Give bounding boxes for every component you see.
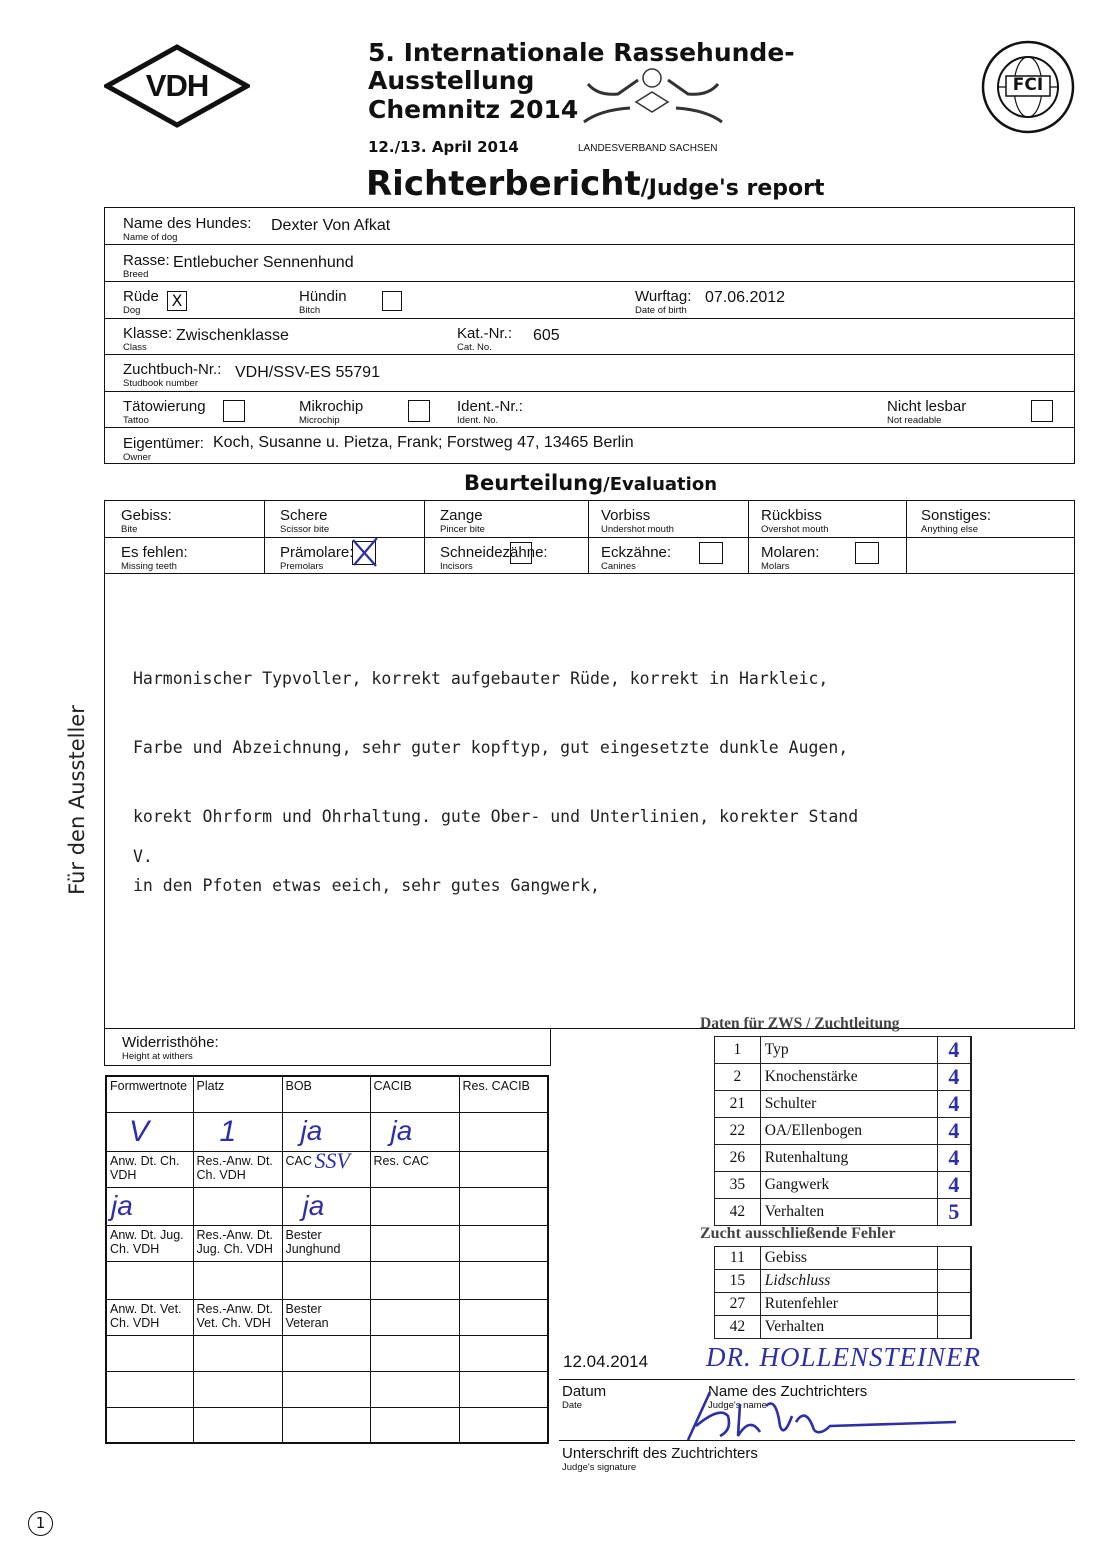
table-cell [459,1407,548,1443]
zws-table [714,1036,972,1226]
fault-row: 11 Gebiss [715,1247,972,1270]
teeth-cell-1: Prämolare: Premolars [265,538,425,574]
header-platz: Platz [193,1076,282,1112]
teeth-row [105,538,1074,574]
results-table [105,1075,549,1444]
anw-ch-value: ja [106,1187,193,1225]
table-cell [459,1261,548,1299]
show-title-line1: 5. Internationale Rassehunde- [368,38,795,67]
header-res-cacib: Res. CACIB [459,1076,548,1112]
report-date-value: 12.04.2014 [563,1352,649,1371]
place-value: 1 [193,1112,282,1151]
faults-table [714,1246,972,1339]
bob-value: ja [282,1112,370,1151]
res-anw-ch-value [193,1187,282,1225]
row-sex: Rüde Dog X Hündin Bitch Wurftag: Date of birth 07.06.2012 [105,282,1074,319]
studbook-value: VDH/SSV-ES 55791 [235,364,380,381]
bite-cell-1: Schere Scissor bite [265,501,425,538]
evaluation-title: Beurteilung/Evaluation [464,471,718,495]
evaluation-box [104,500,1075,1029]
header-empty-2 [459,1151,548,1187]
table-cell [459,1371,548,1407]
teeth-cell-2: Schneidezähne: Incisors [425,538,589,574]
row-name: Name des Hundes: Name of dog Dexter Von Afkat [105,208,1074,245]
row-owner: Eigentümer: Owner Koch, Susanne u. Pietza, Frank; Forstweg 47, 13465 Berlin [123,434,634,463]
zws-score: 4 [937,1172,971,1199]
female-checkbox[interactable] [382,291,402,311]
zws-score: 4 [937,1091,971,1118]
zws-score: 4 [937,1037,971,1064]
fault-row: 27 Rutenfehler [715,1293,972,1316]
header-best-veteran: Bester Veteran [282,1299,370,1335]
zws-score: 5 [937,1199,971,1226]
teeth-cell-3: Eckzähne: Canines [589,538,749,574]
header-empty-4a [370,1299,459,1335]
dog-data-box [104,207,1075,464]
judge-signature-icon [680,1386,960,1446]
zws-score: 4 [937,1118,971,1145]
bite-cell-4: Rückbiss Overshot mouth [749,501,907,538]
table-cell [282,1407,370,1443]
header-empty-3a [370,1225,459,1261]
fci-logo [980,40,1076,134]
class-value: Zwischenklasse [176,327,289,344]
row-ident: Tätowierung Tattoo Mikrochip Microchip Ident.-Nr.: Ident. No. Nicht lesbar Not readable [105,392,1074,428]
show-emblem-icon [578,66,728,134]
fault-row: 15 Lidschluss [715,1270,972,1293]
table-cell [370,1261,459,1299]
header-anw-jug: Anw. Dt. Jug. Ch. VDH [106,1225,193,1261]
zws-score: 4 [937,1064,971,1091]
report-title-de: Richterbericht [366,164,641,204]
cac-value: ja [282,1187,370,1225]
region-name: LANDESVERBAND SACHSEN [578,143,718,154]
vdh-logo [104,44,250,128]
header-bob: BOB [282,1076,370,1112]
microchip-checkbox[interactable] [408,400,430,422]
zws-row: 42 Verhalten 5 [715,1199,972,1226]
row-breed: Rasse: Breed Entlebucher Sennenhund [105,245,1074,282]
zws-row: 1 Typ 4 [715,1037,972,1064]
empty-cell-2 [459,1187,548,1225]
evaluation-line: in den Pfoten etwas eeich, sehr gutes Gangwerk, [133,876,600,895]
row-studbook: Zuchtbuch-Nr.: Studbook number VDH/SSV-ES 55791 [105,355,1074,392]
signature-label: Unterschrift des Zuchtrichters Judge's signature [562,1445,758,1473]
vdh-logo-text: VDH [145,68,209,103]
side-label: Für den Aussteller [65,705,89,895]
res-cac-value [370,1187,459,1225]
header-best-junior: Bester Junghund [282,1225,370,1261]
zws-row: 2 Knochenstärke 4 [715,1064,972,1091]
fci-logo-text: FCI [1012,75,1044,95]
show-title-line2: Ausstellung [368,66,535,95]
header-cacib: CACIB [370,1076,459,1112]
evaluation-line: Farbe und Abzeichnung, sehr guter kopftyp, gut eingesetzte dunkle Augen, [133,738,849,757]
header-anw-vet: Anw. Dt. Vet. Ch. VDH [106,1299,193,1335]
cat-value: 605 [533,327,560,344]
table-cell [106,1407,193,1443]
teeth-cell-0: Es fehlen: Missing teeth [105,538,265,574]
report-title [366,164,825,204]
zws-row: 26 Rutenhaltung 4 [715,1145,972,1172]
unreadable-checkbox[interactable] [1031,400,1053,422]
table-cell [193,1335,282,1371]
withers-box: Widerristhöhe: Height at withers [104,1028,551,1066]
table-cell [193,1261,282,1299]
show-date: 12./13. April 2014 [368,138,519,156]
bite-cell-3: Vorbiss Undershot mouth [589,501,749,538]
zws-row: 35 Gangwerk 4 [715,1172,972,1199]
res-cacib-value [459,1112,548,1151]
page-number: 1 [28,1511,53,1536]
bite-cell-0: Gebiss: Bite [105,501,265,538]
header-res-anw-ch: Res.-Anw. Dt. Ch. VDH [193,1151,282,1187]
fault-row: 42 Verhalten [715,1316,972,1339]
bite-cell-2: Zange Pincer bite [425,501,589,538]
report-title-en: /Judge's report [640,176,825,201]
table-cell [106,1335,193,1371]
signature-line [559,1440,1075,1441]
zws-title: Daten für ZWS / Zuchtleitung [700,1015,900,1032]
date-line [559,1379,1075,1380]
bite-cell-5: Sonstiges: Anything else [921,507,992,535]
table-cell [282,1335,370,1371]
table-cell [459,1335,548,1371]
dob-value: 07.06.2012 [705,289,786,306]
zws-row: 21 Schulter 4 [715,1091,972,1118]
show-title-line3: Chemnitz 2014 [368,95,579,124]
male-checkbox[interactable]: X [167,291,187,311]
table-cell [370,1371,459,1407]
breed-value: Entlebucher Sennenhund [173,254,354,271]
judge-name-label: Name des Zuchtrichters Judge's name [708,1383,868,1411]
header-res-anw-jug: Res.-Anw. Dt. Jug. Ch. VDH [193,1225,282,1261]
evaluation-text [133,621,858,943]
table-cell [193,1407,282,1443]
faults-title: Zucht ausschließende Fehler [700,1225,896,1242]
header-empty-4b [459,1299,548,1335]
header-res-anw-vet: Res.-Anw. Dt. Vet. Ch. VDH [193,1299,282,1335]
zws-row: 22 OA/Ellenbogen 4 [715,1118,972,1145]
evaluation-line: Harmonischer Typvoller, korrekt aufgebauter Rüde, korrekt in Harkleic, [133,669,829,688]
table-cell [193,1371,282,1407]
tattoo-checkbox[interactable] [223,400,245,422]
table-cell [370,1335,459,1371]
table-cell [370,1407,459,1443]
grade-letter: V. [133,847,153,866]
row-class: Klasse: Class Zwischenklasse Kat.-Nr.: Cat. No. 605 [105,319,1074,355]
date-label: Datum Date [562,1383,607,1411]
dog-name-value: Dexter Von Afkat [271,217,391,234]
header-empty-3b [459,1225,548,1261]
header-cac: CAC SSV [282,1151,370,1187]
header-anw-ch: Anw. Dt. Ch. VDH [106,1151,193,1187]
header-formwert: Formwertnote [106,1076,193,1112]
header-res-cac: Res. CAC [370,1151,459,1187]
teeth-cell-4: Molaren: Molars [749,538,907,574]
table-cell [282,1261,370,1299]
zws-score: 4 [937,1145,971,1172]
table-cell [106,1371,193,1407]
grade-value: V [106,1112,193,1151]
evaluation-line: korekt Ohrform und Ohrhaltung. gute Ober- und Unterlinien, korekter Stand [133,807,859,826]
owner-value: Koch, Susanne u. Pietza, Frank; Forstweg 47, 13465 Berlin [213,434,634,451]
cac-club-value: SSV [314,1147,350,1173]
table-cell [282,1371,370,1407]
cacib-value: ja [370,1112,459,1151]
bite-row [105,501,1074,538]
table-cell [106,1261,193,1299]
judge-name-value: DR. HOLLENSTEINER [706,1342,982,1372]
